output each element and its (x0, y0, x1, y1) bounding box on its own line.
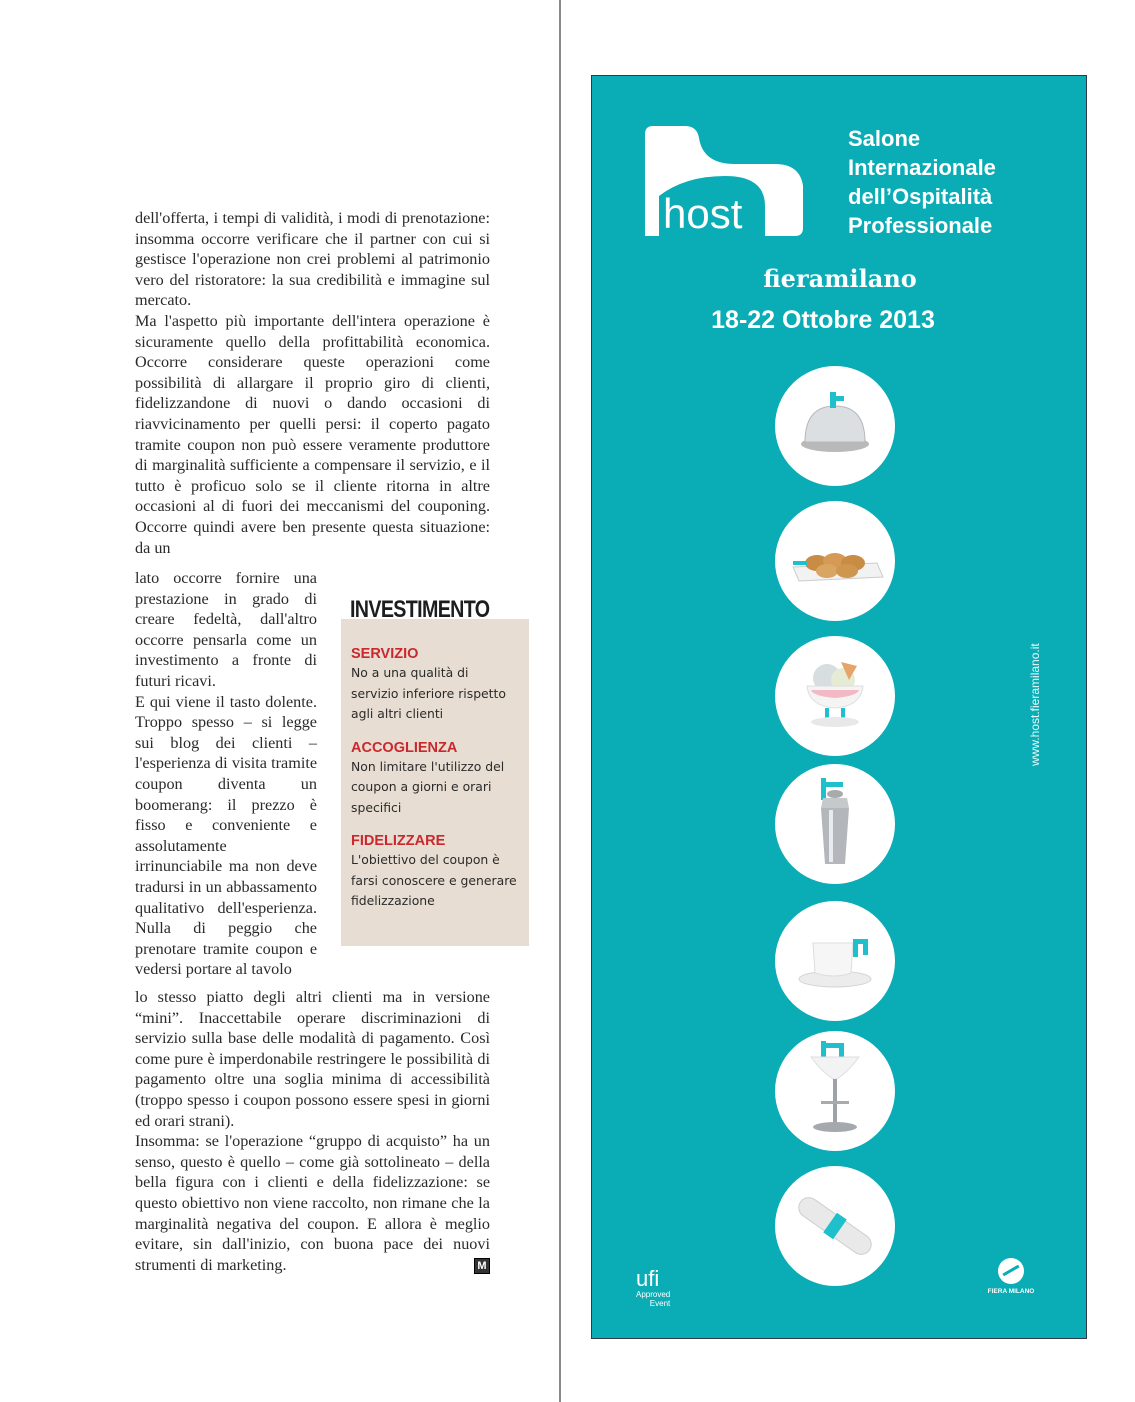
tagline-line: Internazionale (848, 155, 996, 180)
bar-stool-icon (775, 1031, 895, 1151)
page-gutter-divider (559, 0, 561, 1402)
article-paragraph: E qui viene il tasto dolente. Troppo spesso – si legge sui blog dei clienti – l'esperienza di visita tramite coupon diventa un boomerang: il prezzo è fisso e conveniente e assolutamente irrinunciabile ma non deve tradursi in un abbassamento qualitativo dell'esperienza. Nulla di peggio che prenotare tramite coupon e vedersi portare al tavolo (135, 692, 317, 979)
article-paragraph-text: Insomma: se l'operazione “gruppo di acquisto” ha un senso, questo è quello – come già sottolineato – della bella figura con i clienti e della fidelizzazione: se questo obiettivo non viene raccolto, non rimane che la marginalità negativa del coupon. E allora è meglio evitare, sin dall'inizio, con buona pace dei nuovi strumenti di marketing. (135, 1132, 490, 1274)
sidebar-item-accoglienza (351, 739, 519, 819)
fiera-milano-logo (976, 1258, 1046, 1295)
sidebar-item-servizio (351, 645, 519, 725)
coffee-cup-icon (775, 901, 895, 1021)
cloche-dome-icon (775, 366, 895, 486)
event-dates: 18-22 Ottobre 2013 (711, 306, 935, 334)
rolled-napkin-icon (775, 1166, 895, 1286)
ufi-label: Approved (636, 1290, 671, 1299)
article-narrow-block (135, 568, 317, 980)
article-paragraph: lo stesso piatto degli altri clienti ma in versione “mini”. Inaccettabile operare discriminazioni di servizio sulla base delle modalità di pagamento. Così come pure è imperdonabile restringere le possibilità di pagamento oltre una soglia minima di accessibilità (troppo spesso i coupon possono essere spesi in giorni ed orari strani). (135, 988, 490, 1130)
host-advertisement (591, 75, 1087, 1339)
event-venue: fieramilano (763, 264, 917, 293)
sidebar-item-text: L'obiettivo del coupon è farsi conoscere e generare fidelizzazione (351, 852, 517, 908)
article-top-block (135, 208, 490, 558)
article-paragraph: lato occorre fornire una prestazione in grado di creare fedeltà, dall'altro occorre pensarla come un investimento a fronte di futuri ricavi. (135, 569, 317, 690)
svg-text:host: host (663, 190, 743, 236)
sidebar-item-heading: SERVIZIO (351, 646, 419, 662)
tagline-line: Salone (848, 126, 921, 151)
sidebar-item-text: Non limitare l'utilizzo del coupon a giorni e orari specifici (351, 758, 505, 815)
article-paragraph: dell'offerta, i tempi di validità, i modi di prenotazione: insomma occorre verificare che il partner con cui si gestisce l'operazione non crei problemi al patrimonio vero del ristoratore: la sua credibilità e immagine sul mercato. (135, 209, 490, 310)
host-logo-icon (645, 126, 805, 236)
fiera-milano-label: FIERA MILANO (987, 1288, 1035, 1295)
sidebar-item-heading: FIDELIZZARE (351, 833, 446, 849)
end-of-article-icon: M (474, 1258, 490, 1274)
ice-cream-cup-icon (775, 636, 895, 756)
ufi-logo-icon: ufi (636, 1266, 660, 1291)
cocktail-shaker-icon (775, 764, 895, 884)
ufi-approved-logo (636, 1268, 670, 1308)
article-bottom-block (135, 987, 490, 1275)
sidebar-title: INVESTIMENTO (350, 596, 490, 623)
event-website-link[interactable]: www.host.fieramilano.it (1028, 643, 1042, 766)
sidebar-item-fidelizzare (351, 832, 519, 912)
sidebar-item-heading: ACCOGLIENZA (351, 739, 458, 756)
article-paragraph: Ma l'aspetto più importante dell'intera operazione è sicuramente quello della profittabilità economica. Occorre considerare queste operazioni come possibilità di allargare il proprio giro di clienti, fidelizzandone di nuovi o dando occasioni di riavvicinamento per quelli persi: il coperto pagato tramite coupon non può essere veramente produttore di marginalità sufficiente a compensare il servizio, e il tutto è proficuo solo se il cliente ritorna in altre occasioni al di fuori dei meccanismi del couponing. Occorre quindi avere ben presente questa situazione: da un (135, 311, 490, 557)
ufi-label: Event (649, 1299, 671, 1308)
sidebar-item-text: No a una qualità di servizio inferiore rispetto agli altri clienti (351, 665, 506, 721)
tagline-line: dell’Ospitalità (848, 184, 993, 209)
event-tagline (848, 124, 996, 240)
article-paragraph (135, 1131, 490, 1275)
tagline-line: Professionale (848, 213, 993, 238)
investimento-sidebar (341, 619, 529, 946)
pastry-tray-icon (775, 501, 895, 621)
fiera-milano-logo-icon (998, 1258, 1024, 1284)
